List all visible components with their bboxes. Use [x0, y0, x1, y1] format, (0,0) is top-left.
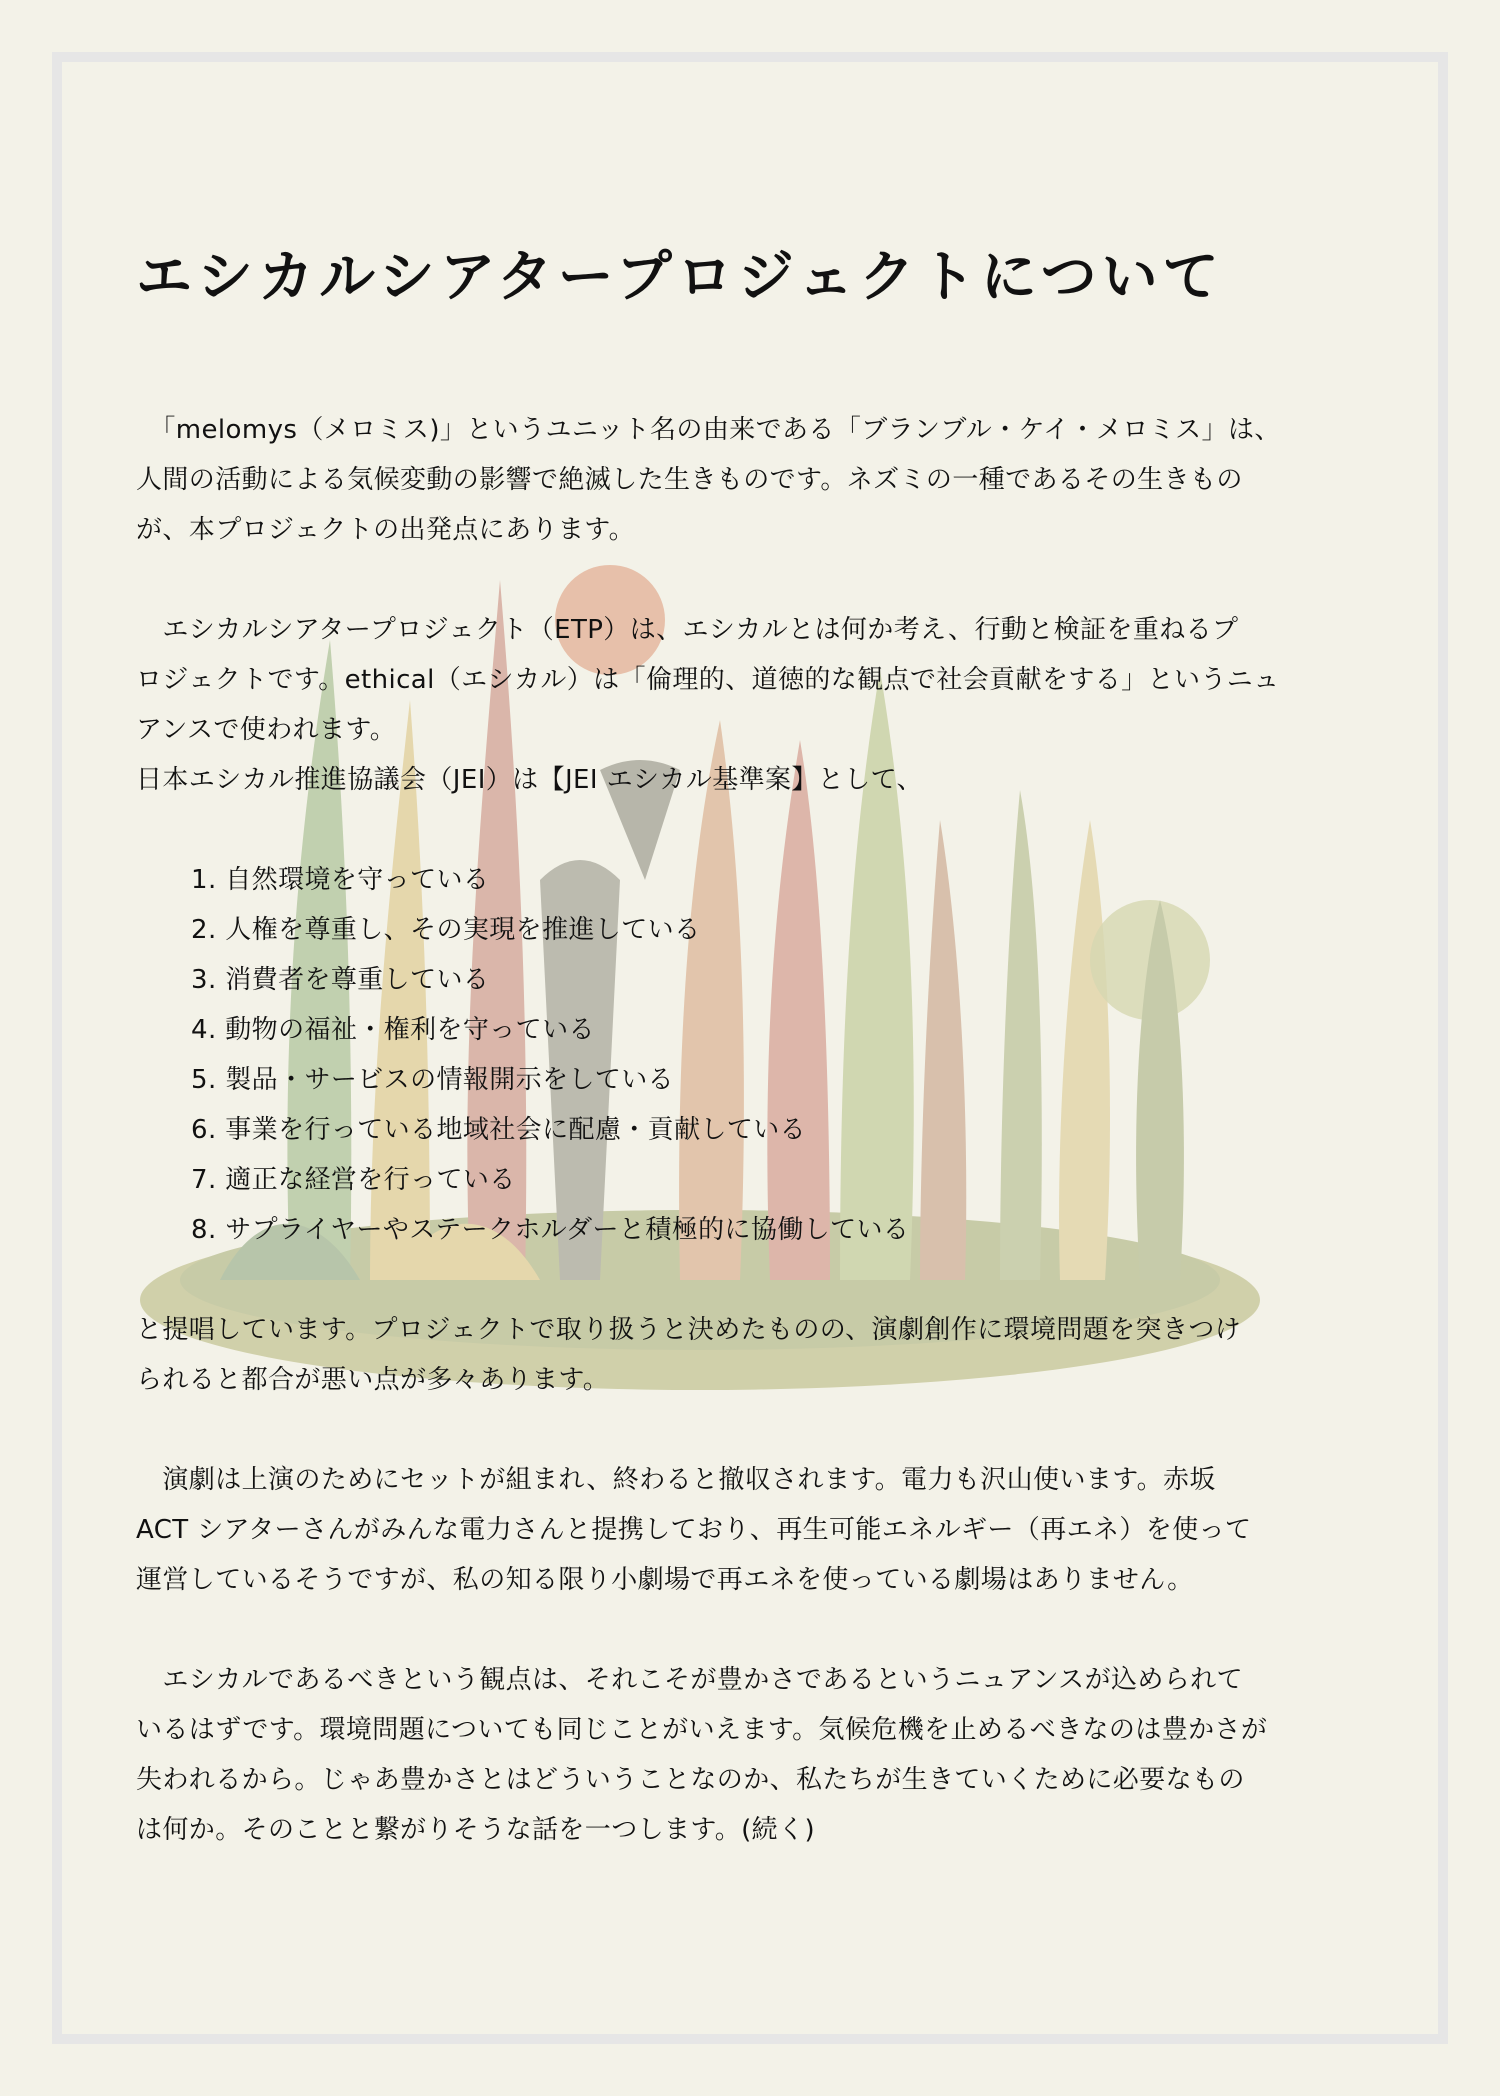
list-item: 3. 消費者を尊重している: [191, 965, 490, 995]
list-item: 7. 適正な経営を行っている: [191, 1165, 516, 1195]
document-content: [136, 240, 1376, 1845]
list-item: 2. 人権を尊重し、その実現を推進している: [191, 915, 701, 945]
paragraph-richness: エシカルであるべきという観点は、それこそが豊かさであるというニュアンスが込められて いるはずです。環境問題についても同じことがいえます。気候危機を止めるべきなのは豊かさが 失われるから。じゃあ豊かさとはどういうことなのか、私たちが生きていくために必要なもの は何か。そのことと繋がりそうな話を一つします。(続く): [136, 1665, 1268, 1845]
list-item: 1. 自然環境を守っている: [191, 865, 490, 895]
paragraph-theater-energy: 演劇は上演のためにセットが組まれ、終わると撤収されます。電力も沢山使います。赤坂 ACT シアターさんがみんな電力さんと提携しており、再生可能エネルギー（再エネ）を使って 運営しているそうですが、私の知る限り小劇場で再エネを使っている劇場はありません。: [136, 1465, 1252, 1595]
paragraph-etp-intro: エシカルシアタープロジェクト（ETP）は、エシカルとは何か考え、行動と検証を重ねるプ ロジェクトです。ethical（エシカル）は「倫理的、道徳的な観点で社会貢献をする」というニュ アンスで使われます。 日本エシカル推進協議会（JEI）は【JEI エシカル基準案】として、: [136, 615, 1280, 795]
paragraph-origin: 「melomys（メロミス)」というユニット名の由来である「ブランブル・ケイ・メロミス」は、 人間の活動による気候変動の影響で絶滅した生きものです。ネズミの一種であるその生きもの が、本プロジェクトの出発点にあります。: [136, 415, 1281, 545]
list-item: 8. サプライヤーやステークホルダーと積極的に協働している: [191, 1215, 910, 1245]
list-item: 5. 製品・サービスの情報開示をしている: [191, 1065, 675, 1095]
paragraph-advocacy: と提唱しています。プロジェクトで取り扱うと決めたものの、演劇創作に環境問題を突きつけ られると都合が悪い点が多々あります。: [136, 1315, 1242, 1395]
page-title: エシカルシアタープロジェクトについて: [136, 245, 1224, 310]
list-item: 4. 動物の福祉・権利を守っている: [191, 1015, 595, 1045]
list-item: 6. 事業を行っている地域社会に配慮・貢献している: [191, 1115, 807, 1145]
ethical-criteria-list: [191, 855, 909, 1255]
